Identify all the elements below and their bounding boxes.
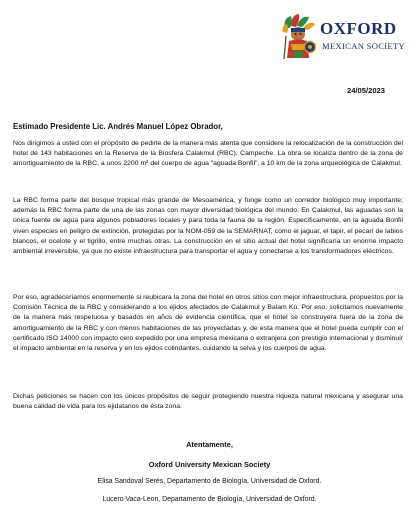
- valediction: Atentamente,: [186, 440, 233, 449]
- letter-date: 24/05/2023: [346, 86, 385, 95]
- organization-name: OXFORD: [320, 19, 397, 38]
- body-paragraph: Nos dirigimos a usted con el propósito de pedirle de la manera más atenta que considere la relocalización de la construcción del hotel de 143 habitaciones en la Reserva de la Biosfera Calakmul (RBC), Campeche. La obra se localiza dentro de la zona de amortiguamiento de la RBC, a unos 2200 m² del cuerpo de agua “aguada Bonfil”, a 10 km de la zona arqueológica de Calakmul.: [13, 140, 403, 168]
- aztec-warrior-emblem-icon: [281, 14, 317, 60]
- salutation: Estimado Presidente Lic. Andrés Manuel López Obrador,: [13, 122, 223, 131]
- body-paragraph: La RBC forma parte del bosque tropical más grande de Mesoamérica, y funge como un corredor biológico muy importante; además la RBC forma parte de una de las zonas con mayor diversidad biológica del mundo. En Calakmul, las aguadas son la única fuente de agua para algunos pobladores locales y para toda la fauna de la región. Específicamente, en la aguada Bonfil viven especies en peligro de extinción, protegidas por la NOM-059 de la SEMARNAT, como el jaguar, el tapir, el pecarí de labios blancos, el ocelote y el tigrillo, entre muchas otras. La construcción en el sitio actual del hotel significaría un enorme impacto ambiental irreversible, ya que no existe infraestructura para transportar el agua y conectarse a los transformadores eléctricos.: [13, 197, 403, 256]
- signing-organization: Oxford University Mexican Society: [148, 460, 271, 469]
- body-paragraph: Dichas peticiones se hacen con los únicos propósitos de seguir protegiendo nuestra riqueza natural mexicana y asegurar una buena calidad de vida para los ejidatarios de ésta zona.: [13, 393, 403, 411]
- organization-subtitle: MEXICAN SOCIETY: [322, 41, 406, 51]
- body-paragraph: Por eso, agradeceríamos enormemente si reubicara la zona del hotel en otros sitios con mejor infraestructura, propuestos por la Comisión Técnica de la RBC y considerando a los ejidos afectados de Calakmul y Balam Kú. Por eso, solicitamos nuevamente de la manera más respetuosa y basados en años de evidencia científica, que el hotel se construyera fuera de la zona de amortiguamiento de la RBC y con menos habitaciones de las proyectadas y, de esta manera que el hotel pueda cumplir con el certificado ISO 14000 con impacto cero expedido por una empresa mexicana o extranjera con prestigio internacional y disminuir el impacto ambiental en la reserva y en los ejidos colindantes, cuidando la selva y los cuerpos de agua.: [13, 294, 403, 353]
- signatory-line: Lucero Vaca-Leon, Departamento de Biología, Universidad de Oxford.: [102, 496, 317, 503]
- signatory-line: Elisa Sandoval Serés, Departamento de Biología, Universidad de Oxford.: [97, 478, 322, 485]
- letterhead-logo: [281, 14, 407, 62]
